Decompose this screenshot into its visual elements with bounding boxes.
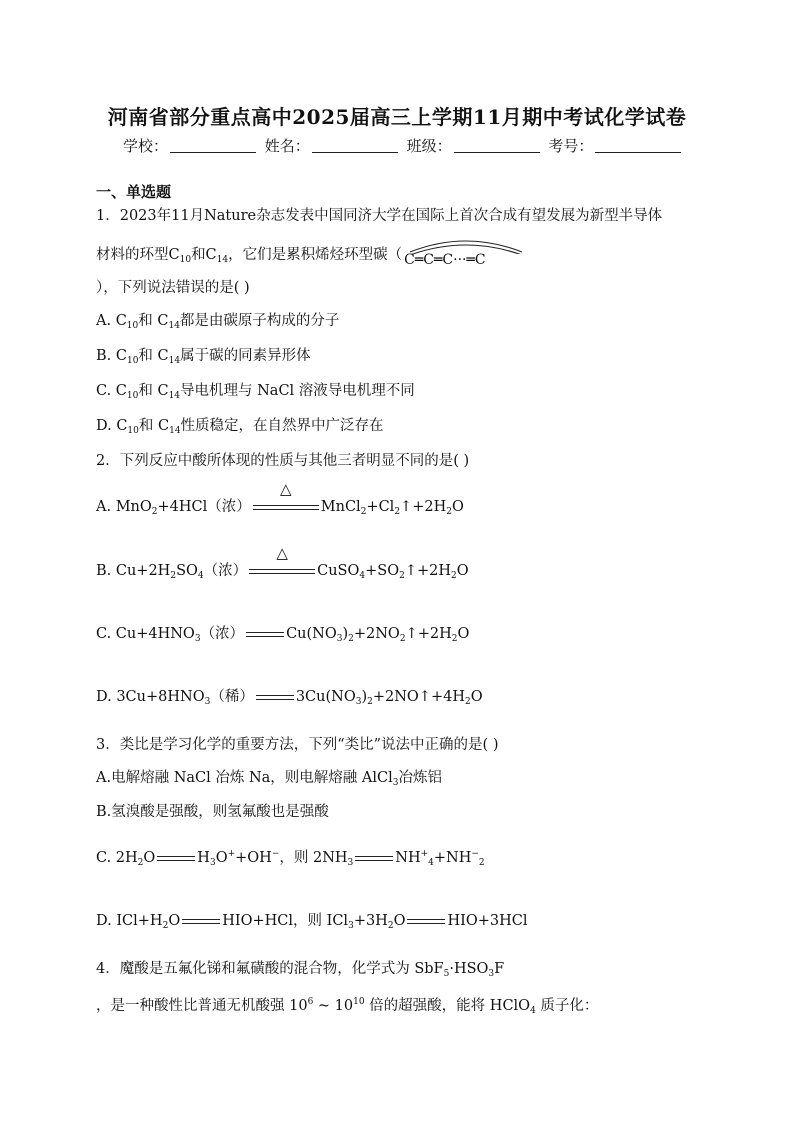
option-text: +2NO↑+4H	[372, 689, 465, 705]
subscript: 2	[399, 634, 406, 644]
subscript: 3	[194, 634, 201, 644]
superscript: +	[227, 849, 236, 859]
subscript: 5	[443, 969, 450, 979]
option-text: 冶炼铝	[398, 770, 442, 786]
q1-stem-line1: 1．2023年11月Nature杂志发表中国同济大学在国际上首次合成有望发展为新型半导体	[96, 208, 663, 224]
page-title: 河南省部分重点高中2025届高三上学期11月期中考试化学试卷	[107, 105, 687, 129]
superscript: +	[420, 849, 429, 859]
subscript: 2	[394, 507, 401, 517]
q4-stem-line1	[96, 959, 504, 979]
q1-option-d[interactable]	[96, 416, 384, 436]
subscript: 3	[347, 858, 354, 868]
option-text: +Cl	[366, 499, 395, 515]
q1-stem-line2	[96, 240, 528, 270]
q4-stem-line2	[96, 996, 598, 1016]
subscript: 2	[360, 507, 367, 517]
option-text: O	[143, 850, 156, 866]
subscript: 2	[451, 634, 458, 644]
subscript: 10	[126, 356, 139, 366]
subscript: 14	[216, 255, 229, 265]
subscript: 3	[336, 634, 343, 644]
subscript: 2	[367, 697, 373, 707]
option-text: SO	[176, 563, 198, 579]
option-text: D. 3Cu+8HNO	[96, 689, 205, 705]
subscript: 14	[168, 356, 181, 366]
option-text: O	[168, 913, 181, 929]
option-text: Cu(NO	[286, 626, 337, 642]
option-text: （浓）	[200, 626, 245, 642]
subscript: 4	[530, 1006, 536, 1016]
subscript: 2	[170, 571, 177, 581]
superscript: 10	[353, 997, 365, 1007]
q2-option-a[interactable]	[96, 480, 464, 517]
heat-symbol: △	[279, 480, 292, 498]
cyclocarbon-structure	[404, 240, 528, 270]
equals-sign	[256, 687, 294, 707]
option-text: +2NO	[353, 626, 400, 642]
q4-text: 倍的超强酸，能将 HClO	[364, 998, 531, 1014]
subscript: 14	[169, 426, 181, 436]
q4-text: ·HSO	[449, 961, 489, 977]
option-text: CuSO	[317, 563, 360, 579]
name-blank[interactable]	[312, 138, 398, 153]
option-text: +NH	[433, 850, 472, 866]
school-blank[interactable]	[170, 138, 256, 153]
option-text: MnCl	[320, 499, 361, 515]
subscript: 2	[451, 571, 457, 581]
option-text: O	[393, 913, 406, 929]
q4-text: ~ 10	[313, 998, 354, 1014]
option-text: ↑+2H	[405, 626, 452, 642]
option-text: O	[456, 563, 469, 579]
q3-option-d[interactable]	[96, 911, 527, 931]
option-text: A. C	[96, 313, 127, 329]
superscript: 6	[307, 997, 314, 1007]
option-text: O	[215, 850, 228, 866]
class-blank[interactable]	[454, 138, 540, 153]
q1-stem-line3: ），下列说法错误的是( )	[96, 280, 250, 296]
subscript: 4	[359, 571, 366, 581]
equals-sign	[407, 911, 445, 931]
option-text: NH	[395, 850, 421, 866]
option-text: B. C	[96, 348, 127, 364]
option-text: O	[470, 689, 483, 705]
q4-text: 质子化：	[535, 998, 599, 1014]
option-text: C. Cu+4HNO	[96, 626, 195, 642]
option-text: D. C	[96, 418, 128, 434]
option-text: 性质稳定，在自然界中广泛存在	[180, 418, 384, 434]
id-blank[interactable]	[595, 138, 681, 153]
option-text: 和 C	[138, 418, 170, 434]
equals-sign	[157, 848, 195, 868]
option-text: 导电机理与 NaCl 溶液导电机理不同	[180, 383, 415, 399]
option-text: ，则 2NH	[279, 850, 348, 866]
q4-text: ，是一种酸性比普通无机酸强 10	[96, 998, 308, 1014]
q1-option-a[interactable]	[96, 311, 339, 331]
option-text: 和 C	[138, 383, 169, 399]
option-text: B. Cu+2H	[96, 563, 171, 579]
q3-stem: 3．类比是学习化学的重要方法，下列“类比”说法中正确的是( )	[96, 737, 499, 753]
subscript: 4	[197, 571, 204, 581]
subscript: 2	[162, 921, 169, 931]
subscript: 10	[127, 426, 139, 436]
option-text: C. 2H	[96, 850, 138, 866]
option-text: +SO	[365, 563, 400, 579]
option-text: O	[457, 626, 470, 642]
student-info-row	[123, 135, 685, 156]
q2-option-b[interactable]	[96, 544, 469, 581]
q1-text: 材料的环型C	[96, 247, 180, 263]
option-text: +OH	[235, 850, 272, 866]
subscript: 14	[168, 321, 180, 331]
equals-sign	[182, 911, 220, 931]
name-label: 姓名：	[264, 137, 310, 155]
option-text: +3H	[353, 913, 388, 929]
q2-option-c[interactable]	[96, 624, 469, 644]
subscript: 2	[464, 697, 471, 707]
equals-sign	[246, 624, 284, 644]
subscript: 2	[137, 858, 144, 868]
class-label: 班级：	[406, 137, 452, 155]
subscript: 10	[126, 391, 139, 401]
option-text: H	[197, 850, 210, 866]
subscript: 2	[387, 921, 394, 931]
subscript: 3	[355, 697, 362, 707]
subscript: 14	[168, 391, 181, 401]
option-text: HIO+3HCl	[447, 913, 528, 929]
q1-option-c[interactable]	[96, 381, 415, 401]
subscript: 3	[488, 969, 495, 979]
heat-symbol: △	[276, 544, 288, 562]
equals-sign	[355, 848, 393, 868]
subscript: 3	[209, 858, 216, 868]
option-text: A. MnO	[96, 499, 152, 515]
subscript: 2	[478, 858, 485, 868]
option-text: O	[451, 499, 464, 515]
option-text: ↑+2H	[404, 563, 452, 579]
option-text: )	[361, 689, 368, 705]
school-label: 学校：	[123, 137, 169, 155]
subscript: 3	[392, 778, 399, 788]
subscript: 3	[348, 921, 354, 931]
subscript: 4	[428, 858, 434, 868]
id-label: 考号：	[548, 137, 594, 155]
heat-equals-sign	[253, 480, 319, 517]
option-text: +4HCl（浓）	[157, 499, 251, 515]
option-text: 属于碳的同素异形体	[180, 348, 311, 364]
option-text: 3Cu(NO	[295, 689, 356, 705]
subscript: 10	[179, 255, 192, 265]
superscript: −	[471, 849, 479, 859]
superscript: −	[271, 849, 280, 859]
option-text: A.电解熔融 NaCl 冶炼 Na，则电解熔融 AlCl	[96, 770, 393, 786]
q3-option-c[interactable]	[96, 848, 485, 868]
subscript: 2	[446, 507, 452, 517]
option-text: ↑+2H	[400, 499, 447, 515]
option-text: C. C	[96, 383, 127, 399]
option-text: 和 C	[138, 348, 169, 364]
section-heading: 一、单选题	[96, 183, 172, 201]
subscript: 3	[204, 697, 211, 707]
subscript: 2	[151, 507, 158, 517]
subscript: 10	[126, 321, 139, 331]
option-text: D. ICl+H	[96, 913, 163, 929]
option-text: HIO+HCl，则 ICl	[222, 913, 349, 929]
option-text: 都是由碳原子构成的分子	[179, 313, 340, 329]
q4-text: F	[494, 961, 505, 977]
heat-equals-sign	[249, 544, 315, 581]
carbon-chain: C═C═C···═C	[404, 252, 486, 268]
q2-stem: 2．下列反应中酸所体现的性质与其他三者明显不同的是( )	[96, 453, 470, 469]
q2-option-d[interactable]	[96, 687, 483, 707]
subscript: 2	[399, 571, 405, 581]
q3-option-b[interactable]: B.氢溴酸是强酸，则氢氟酸也是强酸	[96, 804, 329, 820]
option-text: （浓）	[203, 563, 248, 579]
option-text: 和 C	[138, 313, 169, 329]
q4-text: 4．魔酸是五氟化锑和氟磺酸的混合物，化学式为 SbF	[96, 961, 444, 977]
q3-option-a[interactable]	[96, 768, 442, 788]
option-text: )	[342, 626, 349, 642]
subscript: 2	[348, 634, 354, 644]
option-text: （稀）	[210, 689, 254, 705]
q1-option-b[interactable]	[96, 346, 311, 366]
q1-text: 和C	[191, 247, 217, 263]
q1-text: ，它们是累积烯烃环型碳（	[228, 247, 403, 263]
